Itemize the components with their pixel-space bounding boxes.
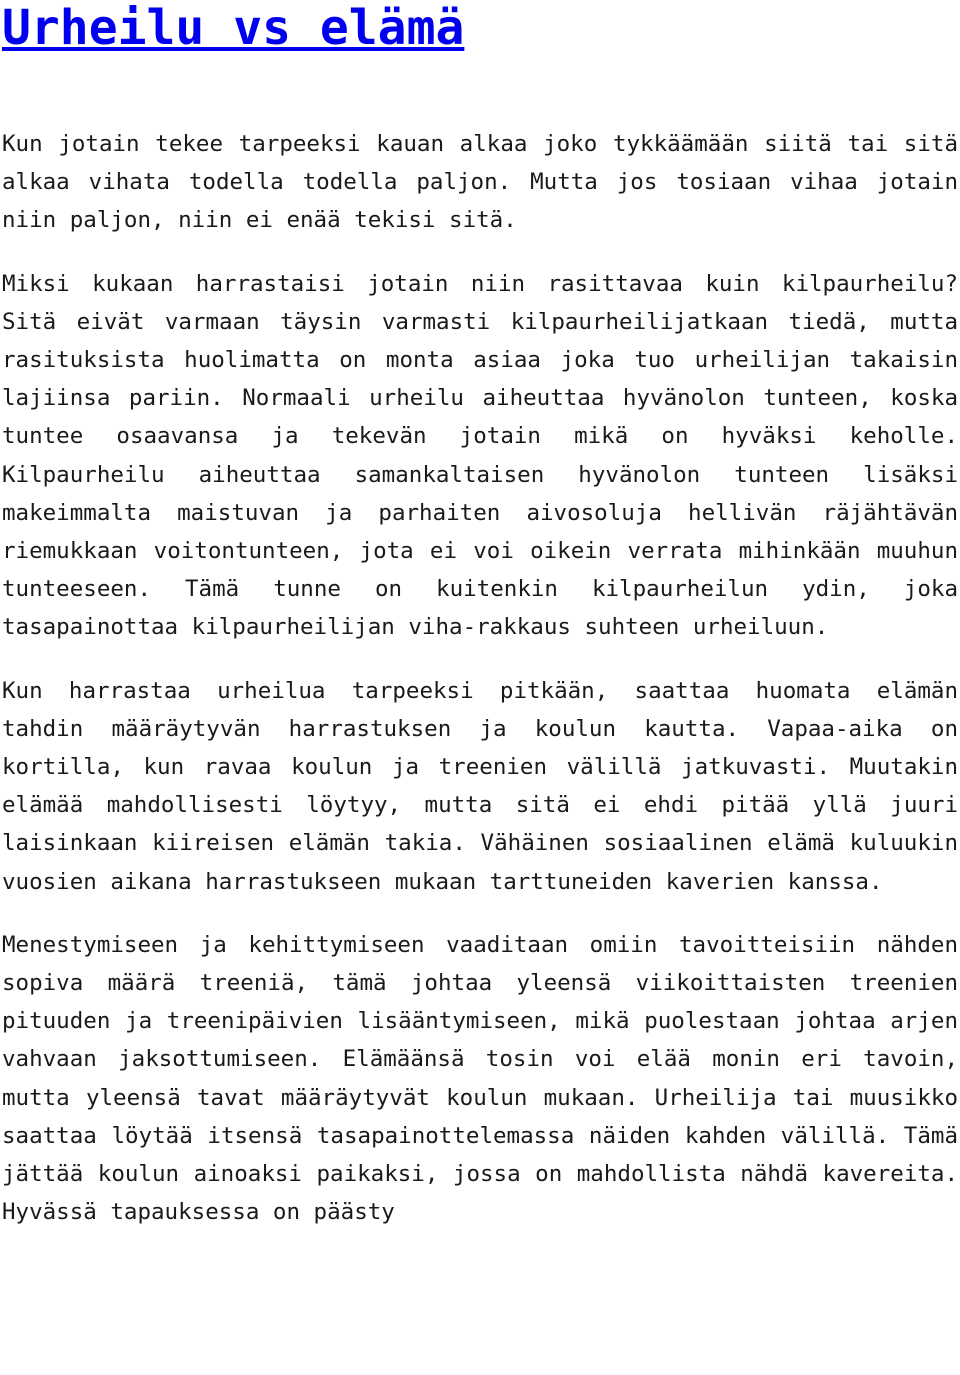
article-title[interactable]: Urheilu vs elämä — [2, 0, 465, 56]
paragraph-life-rhythm: Kun harrastaa urheilua tarpeeksi pitkään, saattaa huomata elämän tahdin määräytyvän harrastuksen ja koulun kautta. Vapaa-aika on kortilla, kun ravaa koulun ja treenien välillä jatkuvasti. Muutakin elämää mahdollisesti löytyy, mutta sitä ei ehdi pitää yllä juuri laisinkaan kiireisen elämän takia. Vähäinen sosiaalinen elämä kuluukin vuosien aikana harrastukseen mukaan tarttuneiden kaverien kanssa. — [2, 677, 958, 895]
paragraph-success: Menestymiseen ja kehittymiseen vaaditaan omiin tavoitteisiin nähden sopiva määrä treeniä, tämä johtaa yleensä viikoittaisten treenien pituuden ja treenipäivien lisääntymiseen, mikä puolestaan johtaa arjen vahvaan jaksottumiseen. Elämäänsä tosin voi elää monin eri tavoin, mutta yleensä tavat määräytyvät koulun mukaan. Urheilija tai muusikko saattaa löytää itsensä tasapainottelemassa näiden kahden välillä. Tämä jättää koulun ainoaksi paikaksi, jossa on mahdollista nähdä kavereita. Hyvässä tapauksessa on päästy — [2, 931, 958, 1226]
paragraph-intro: Kun jotain tekee tarpeeksi kauan alkaa joko tykkäämään siitä tai sitä alkaa vihata todella todella paljon. Mutta jos tosiaan vihaa jotain niin paljon, niin ei enää tekisi sitä. — [2, 131, 958, 234]
paragraph-competitive-sport: Miksi kukaan harrastaisi jotain niin rasittavaa kuin kilpaurheilu? Sitä eivät varmaan täysin varmasti kilpaurheilijatkaan tiedä, mutta rasituksista huolimatta on monta asiaa joka tuo urheilijan takaisin lajiinsa pariin. Normaali urheilu aiheuttaa hyvänolon tunteen, koska tuntee osaavansa ja tekevän jotain mikä on hyväksi keholle. Kilpaurheilu aiheuttaa samankaltaisen hyvänolon tunteen lisäksi makeimmalta maistuvan ja parhaiten aivosoluja hellivän räjähtävän riemukkaan voitontunteen, jota ei voi oikein verrata mihinkään muuhun tunteeseen. Tämä tunne on kuitenkin kilpaurheilun ydin, joka tasapainottaa kilpaurheilijan viha-rakkaus suhteen urheiluun. — [2, 270, 958, 641]
article — [2, 0, 958, 1231]
